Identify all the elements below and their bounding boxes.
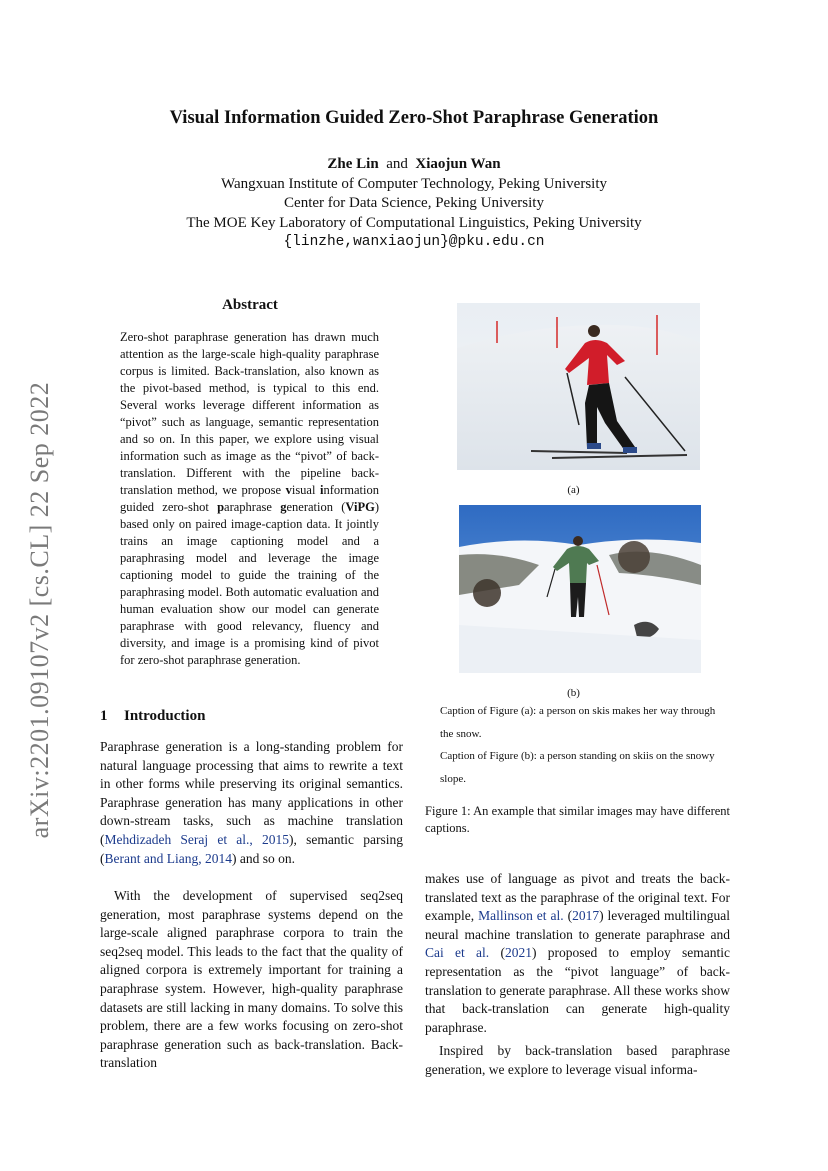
abstract-heading: Abstract [222,297,278,313]
affiliation-2: Center for Data Science, Peking University [284,195,544,211]
citation-link[interactable]: Cai et al. [425,945,490,961]
citation-link[interactable]: Berant and Liang, 2014 [104,850,232,866]
citation-link[interactable]: Mehdizadeh Seraj et al., 2015 [104,831,289,847]
section-number: 1 [100,708,108,724]
abstract-bold-p: p [217,500,225,514]
citation-year[interactable]: 2021 [504,945,532,961]
intro-text: ) and so on. [231,850,295,866]
intro-paragraph-1 [100,738,403,868]
citation-link[interactable]: Mallinson et al. [478,908,564,924]
abstract-text: isual [291,483,320,497]
author-1: Zhe Lin [327,156,379,172]
column2-text: proposed to employ semantic representation as the “pivot language” of back-translation to generate paraphrase. All these works show that back-translation can generate high-quality paraphrase. [425,945,731,1035]
section-title: Introduction [124,708,206,724]
affiliation-1: Wangxuan Institute of Computer Technology, Peking University [220,175,607,192]
abstract-text: eneration ( [286,500,346,514]
author-2: Xiaojun Wan [415,156,501,172]
intro-text: Paraphrase generation is a long-standing problem for natural language processing that aims to rewrite a text in other forms while preserving its original semantics. Paraphrase generation has many applications in other down-stream tasks, such as machine translation ( [100,739,403,847]
column2-paragraph-2: Inspired by back-translation based paraphrase generation, we explore to leverage visual informa- [425,1043,730,1077]
subfigure-label-a: (a) [567,484,580,496]
paper-title: Visual Information Guided Zero-Shot Paraphrase Generation [169,108,659,128]
intro-text: ), semantic parsing ( [100,831,403,866]
column2-paragraph-1: makes use of language as pivot and treats the back-translated text as the paraphrase of the original text. For example, Mallinson et al. (2017) leveraged multilingual neural machine translation to generate paraphrase and Cai et al. (2021) proposed to employ semantic representation as the “pivot language” of back-translation to generate paraphrase. All these works show that back-translation can generate high-quality paraphrase. [425,871,731,1035]
abstract-text: araphrase [224,500,281,514]
generated-caption-a: Caption of Figure (a): a person on skis makes her way through the snow. [440,705,716,740]
column2-text: leveraged multilingual neural machine translation to generate paraphrase and [425,908,730,942]
column2-text: makes use of language as pivot and treats the back-translated text as the paraphrase of the original text. For example, [425,871,730,924]
abstract-bold-g: g [280,500,287,514]
abstract-body [120,329,379,669]
affiliation-3: The MOE Key Laboratory of Computational Linguistics, Peking University [186,214,642,231]
figure-caption: Figure 1: An example that similar images may have different captions. [425,804,730,835]
skier-photo-a [457,303,700,470]
figure-image-a [457,303,700,470]
abstract-text: nformation guided zero-shot [120,483,379,514]
author-line [0,155,828,175]
abstract-bold-vipg: ViPG [345,500,375,514]
figure-image-b [459,505,701,673]
subfigure-label-b: (b) [567,687,580,699]
section-heading [100,708,205,725]
author-email: {linzhe,wanxiaojun}@pku.edu.cn [283,234,545,250]
arxiv-stamp [20,360,60,860]
generated-caption-b: Caption of Figure (b): a person standing on skiis on the snowy slope. [440,750,715,785]
arxiv-id: arXiv:2201.09107v2 [cs.CL] 22 Sep 2022 [25,381,54,839]
author-conjunction: and [386,156,408,172]
author-block [0,155,828,253]
abstract-bold-i: i [319,483,324,497]
intro-paragraph-2: With the development of supervised seq2seq generation, most paraphrase systems depend on the large-scale aligned paraphrase corpora to train the seq2seq model. This leads to the fact that the quality of aligned corpora is extremely important for training a paraphrase system. However, high-quality paraphrase datasets are still lacking in many domains. To solve this problem, there are a few works focusing on zero-shot paraphrase generation such as back-translation. Back-translation [100,888,403,1071]
abstract-text-1: Zero-shot paraphrase generation has drawn much attention as the large-scale high-quality paraphrase corpus is limited. Back-translation, also known as the pivot-based method, is typical to this end. Several works leverage different information as “pivot” such as language, semantic representation and so on. In this paper, we explore using visual information such as image as the “pivot” of back-translation. Different with the pipeline back-translation method, we propose [120,330,379,497]
abstract-bold-v: v [285,483,292,497]
skier-photo-b [459,505,701,673]
abstract-text-2: ) based only on paired image-caption data. It jointly trains an image captioning model and a paraphrasing model and leverage the image captioning model to guide the training of the paraphrasing model. Both automatic evaluation and human evaluation show our model can generate paraphrase with good relevancy, fluency and diversity, and image is a promising kind of pivot for zero-shot paraphrase generation. [120,500,379,667]
citation-year[interactable]: 2017 [572,908,600,924]
